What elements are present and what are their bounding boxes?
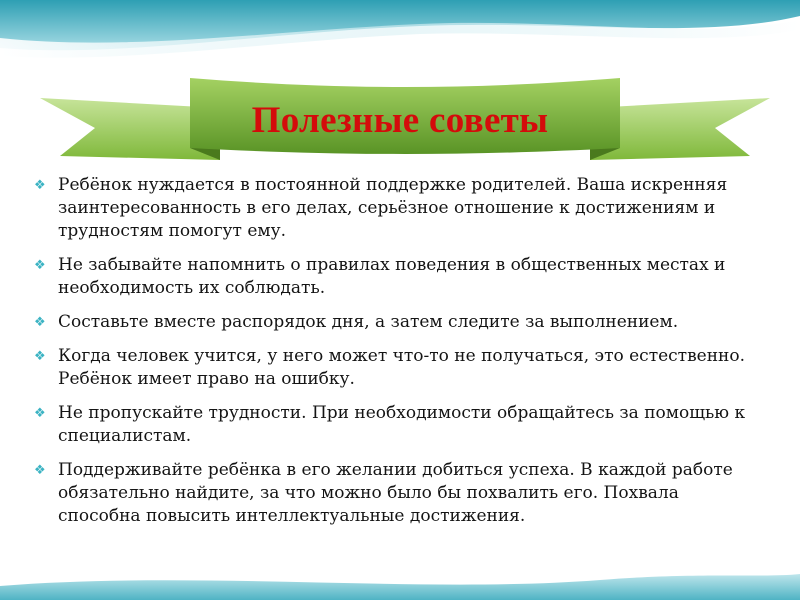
list-item — [34, 345, 756, 391]
list-item-text: Ребёнок нуждается в постоянной поддержке родителей. Ваша искренняя заинтересованность в его делах, серьёзное отношение к достижениям и трудностям помогут ему. — [58, 175, 728, 241]
diamond-clover-icon: ❖ — [34, 463, 46, 478]
list-item — [34, 174, 756, 243]
top-wave-decoration — [0, 0, 800, 70]
diamond-clover-icon: ❖ — [34, 258, 46, 273]
list-item — [34, 459, 756, 528]
tips-list — [34, 174, 756, 539]
list-item-text: Когда человек учится, у него может что-то не получаться, это естественно. Ребёнок имеет право на ошибку. — [58, 346, 746, 389]
diamond-clover-icon: ❖ — [34, 349, 46, 364]
bottom-wave-decoration — [0, 560, 800, 600]
list-item — [34, 311, 756, 334]
list-item-text: Поддерживайте ребёнка в его желании добиться успеха. В каждой работе обязательно найдите, за что можно было бы похвалить его. Похвала способна повысить интеллектуальные достижения. — [58, 460, 733, 526]
diamond-clover-icon: ❖ — [34, 406, 46, 421]
list-item-text: Не пропускайте трудности. При необходимости обращайтесь за помощью к специалистам. — [58, 403, 746, 446]
page-title: Полезные советы — [251, 99, 549, 141]
list-item-text: Составьте вместе распорядок дня, а затем следите за выполнением. — [58, 312, 679, 332]
diamond-clover-icon: ❖ — [34, 315, 46, 330]
list-item-text: Не забывайте напомнить о правилах поведения в общественных местах и необходимость их соблюдать. — [58, 255, 726, 298]
list-item — [34, 402, 756, 448]
diamond-clover-icon: ❖ — [34, 178, 46, 193]
list-item — [34, 254, 756, 300]
